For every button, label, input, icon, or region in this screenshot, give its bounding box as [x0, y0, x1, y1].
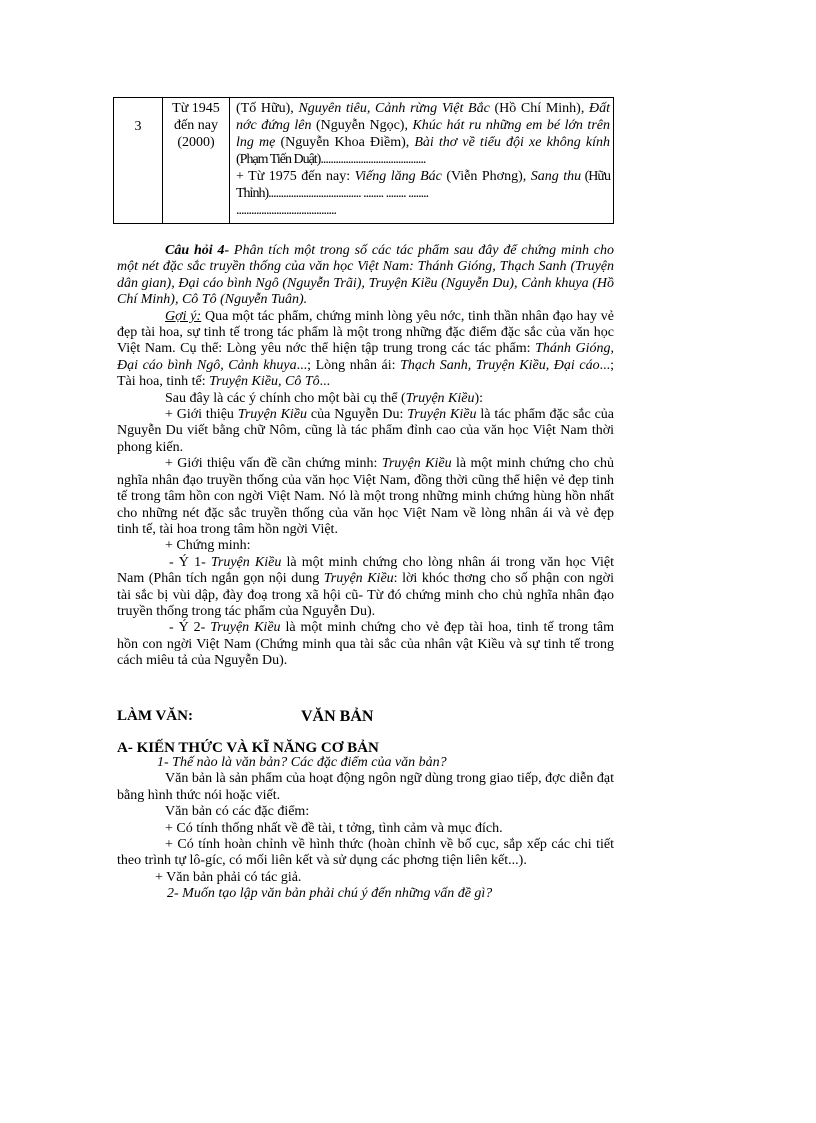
intro-point-2 [117, 456, 614, 538]
text-feature-1: + Có tính thống nhất về đề tài, t tởng, tình cảm và mục đích. [165, 820, 503, 836]
work-title: Thánh Gióng, Đại cáo bình Ngô, Cảnh khuya [117, 341, 614, 373]
work-title: Đất nớc đứng lên [236, 101, 611, 133]
text-run: + Giới thiệu [165, 407, 238, 423]
text-run: ...; Lòng nhân ái: [296, 357, 401, 373]
hint-label: Gợi ý: [165, 308, 202, 324]
text-run: là một minh chứng cho vẻ đẹp tài hoa, tinh tế trong tâm hồn con ngời Việt Nam (Chứng minh qua tài sắc của nhân vật Kiều và sự tinh tế trong cách miêu tả của Nguyễn Du). [117, 620, 614, 669]
works-paragraph-2 [236, 168, 610, 202]
proof-heading: + Chứng minh: [165, 538, 251, 554]
text-run: (Hồ Chí Minh), [489, 101, 590, 116]
section-a-heading: A- KIẾN THỨC VÀ KĨ NĂNG CƠ BẢN [117, 740, 379, 756]
text-run: - Ý 2- [169, 620, 211, 636]
literature-period-table [113, 97, 614, 224]
text-run: ): [474, 390, 484, 406]
proof-point-2 [117, 620, 614, 669]
text-run: + Từ 1975 đến nay: [236, 169, 355, 184]
period-line: (2000) [177, 135, 215, 150]
text-run: là một minh chứng cho chủ nghĩa nhân đạo truyền thống của văn học Việt Nam, đồng thời cũng thể hiện vẻ đẹp tinh tế trong tâm hồn con ngời Việt Nam. Nó là một trong những minh chứng hùng hồn nhất cho những nét đặc sắc truyền thống của văn học Việt Nam về lòng nhân ái và vẻ đẹp tinh tế, tài hoa trong tâm hồn ngời Việt. [117, 456, 614, 537]
question-1: 1- Thế nào là văn bản? Các đặc điểm của văn bản? [157, 755, 447, 770]
work-title: Truyện Kiều [381, 456, 452, 472]
work-title: Khúc hát ru những em bé lớn trên lng mẹ [236, 118, 610, 150]
text-run: + Giới thiệu vấn đề cần chứng minh: [165, 456, 382, 472]
text-run: (Viễn Phơng), [441, 169, 531, 184]
section-a-body [117, 755, 614, 903]
work-title: Truyện Kiều [210, 620, 281, 636]
work-title: Truyện Kiều [210, 554, 282, 570]
work-title: Nguyên tiêu, Cảnh rừng Việt Bắc [298, 101, 490, 116]
text-run: : lời khóc thơng cho số phận con ngời tài sắc bị vùi dập, đày đoạ trong xã hội cũ- Từ đó chứng minh cho chủ nghĩa nhân đạo truyền thống trong tác phẩm của Nguyễn Du). [117, 571, 614, 619]
work-title: Bài thơ về tiểu đội xe không kính [414, 135, 611, 150]
text-run: - Ý 1- [169, 554, 211, 570]
proof-point-1 [117, 555, 614, 621]
work-title: Truyện Kiều [323, 571, 394, 587]
text-feature-3: + Văn bản phải có tác giả. [155, 869, 302, 885]
works-dots: ........................................ [236, 203, 336, 218]
text-run: Sau đây là các ý chính cho một bài cụ thể ( [165, 390, 406, 406]
text-run: là một minh chứng cho lòng nhân ái trong văn học Việt Nam (Phân tích ngắn gọn nội dung [117, 554, 614, 587]
question-4 [117, 243, 614, 309]
works-cell [230, 98, 614, 224]
period-line: Từ 1945 [172, 101, 220, 116]
works-paragraph-1 [236, 100, 610, 168]
work-title: Truyện Kiều, Cô Tô [209, 374, 320, 390]
work-title: Sang thu [530, 169, 582, 184]
text-run: (Tố Hữu), [236, 101, 299, 116]
text-run: của Nguyễn Du: [307, 407, 408, 423]
text-run: ... [319, 374, 331, 390]
section-heading-right: VĂN BẢN [301, 708, 374, 725]
work-title: Thạch Sanh, Truyện Kiều, Đại cáo [400, 357, 600, 373]
row-number: 3 [134, 119, 142, 134]
text-run: (Hữu Thỉnh)..................................... ........ ........ ........ [236, 169, 610, 201]
row-number-cell [114, 98, 163, 224]
table-row [114, 98, 614, 224]
intro-point-1 [117, 407, 614, 456]
question-4-text: Phân tích một trong số các tác phẩm sau đây để chứng minh cho một nét đặc sắc truyền thống của văn học Việt Nam: Thánh Gióng, Thạch Sanh (Truyện dân gian), Đại cáo bình Ngô (Nguyễn Trãi), Truyện Kiều (Nguyễn Du), Cảnh khuya (Hồ Chí Minh), Cô Tô (Nguyễn Tuân). [117, 243, 614, 308]
text-run: (Nguyễn Ngọc), [311, 118, 413, 133]
work-title: Truyện Kiều [237, 407, 308, 423]
text-run: (Nguyễn Khoa Điềm), [275, 135, 415, 150]
work-title: Viếng lăng Bác [354, 169, 442, 184]
text-features-intro: Văn bản có các đặc điểm: [165, 804, 310, 820]
text-run: Qua một tác phẩm, chứng minh lòng yêu nớc, tinh thần nhân đạo hay vẻ đẹp tài hoa, sự tinh tế trong tác phẩm là một trong những đặc điểm đặc sắc của văn học Việt Nam. Cụ thể: Lòng yêu nớc thể hiện tập trung trong các tác phẩm: [117, 308, 614, 357]
text-definition: Văn bản là sản phẩm của hoạt động ngôn ngữ dùng trong giao tiếp, đợc diễn đạt bằng hình thức nói hoặc viết. [117, 771, 614, 803]
text-run: (Phạm Tiến Duật).......................................... [236, 152, 426, 167]
work-title: Truyện Kiều [405, 390, 475, 406]
period-line: đến nay [174, 118, 218, 133]
work-title: Truyện Kiều [407, 407, 477, 423]
text-feature-2: + Có tính hoàn chỉnh về hình thức (hoàn chỉnh về bố cục, sắp xếp các chi tiết theo trình tự lô-gíc, có mối liên kết và sử dụng các phơng tiện liên kết...). [117, 837, 614, 869]
section-heading-left: LÀM VĂN: [117, 708, 193, 724]
text-run: là tác phẩm đặc sắc của Nguyễn Du viết bằng chữ Nôm, cũng là tác phẩm đỉnh cao của văn học Việt Nam thời phong kiến. [117, 407, 614, 455]
question-2: 2- Muốn tạo lập văn bản phải chú ý đến những vấn đề gì? [167, 886, 493, 902]
text-run: ...; Tài hoa, tinh tế: [117, 357, 615, 390]
question-4-block [117, 243, 614, 670]
question-4-label: Câu hỏi 4- [165, 243, 230, 258]
period-cell [163, 98, 230, 224]
intro-paragraph [117, 391, 614, 407]
hint-paragraph [117, 309, 614, 391]
